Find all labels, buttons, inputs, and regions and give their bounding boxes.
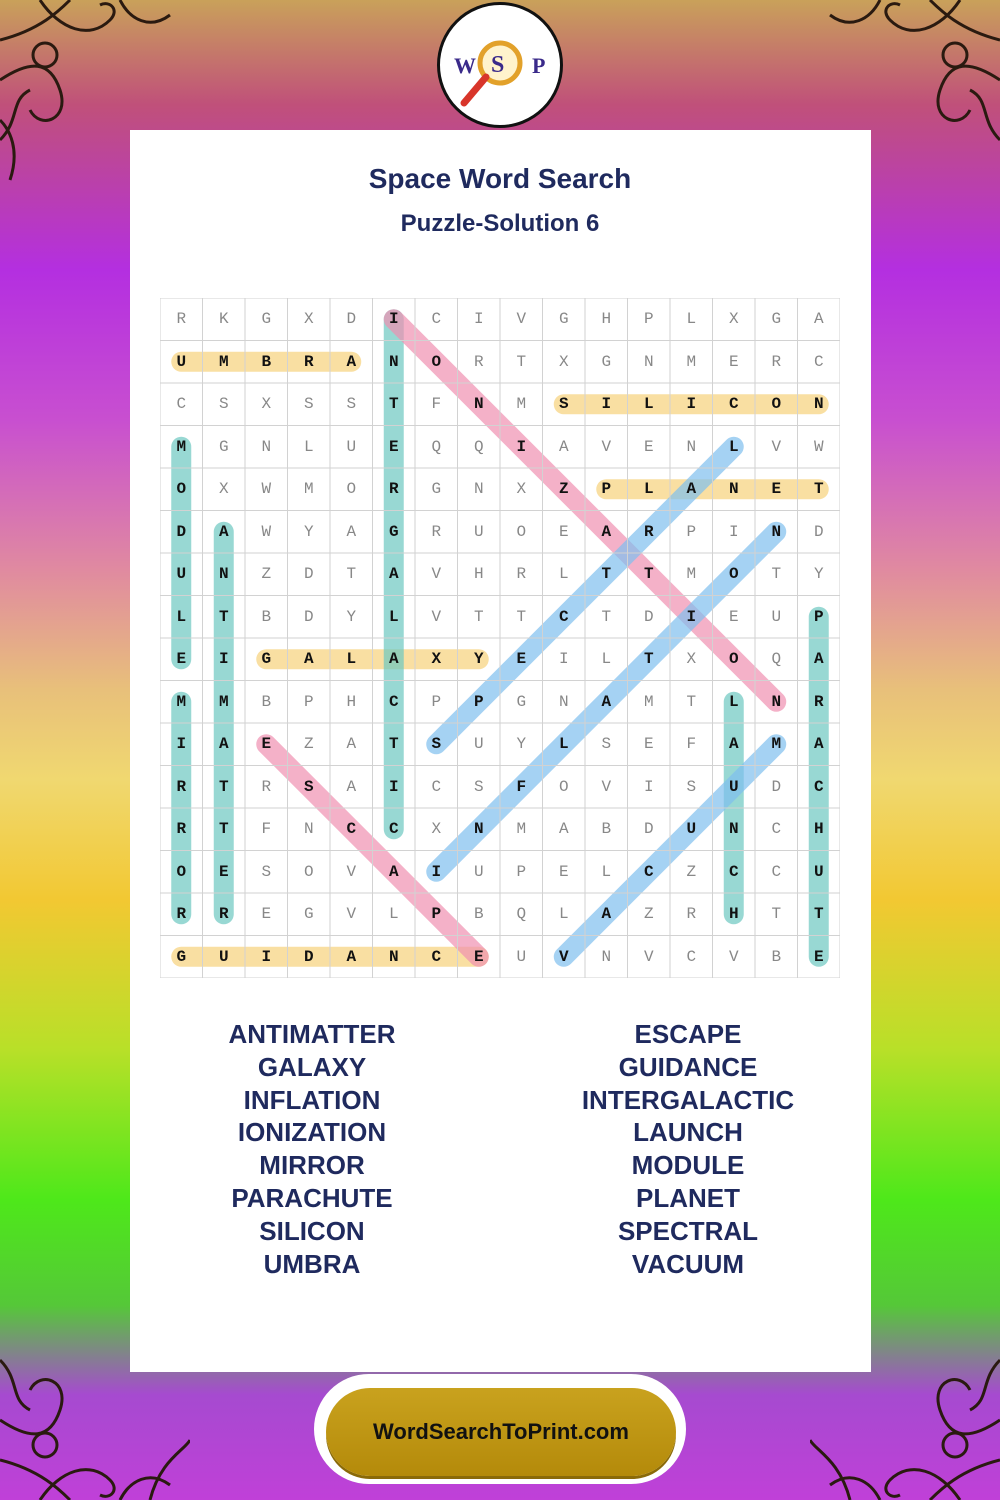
logo-letter-w: W (454, 53, 476, 78)
grid-cell[interactable]: U (473, 735, 484, 754)
grid-cell[interactable]: Z (303, 735, 314, 754)
grid-cell[interactable]: C (431, 777, 442, 796)
grid-cell[interactable]: X (516, 480, 527, 499)
grid-cell[interactable]: L (176, 607, 187, 626)
word-list-item: LAUNCH (633, 1117, 743, 1148)
grid-cell[interactable]: T (473, 607, 484, 626)
grid-cell[interactable]: M (218, 352, 229, 371)
grid-cell[interactable]: I (388, 777, 399, 796)
grid-cell[interactable]: D (303, 607, 314, 626)
word-list-item: PARACHUTE (231, 1182, 393, 1213)
grid-cell[interactable]: S (261, 862, 272, 881)
grid-cell[interactable]: R (176, 905, 187, 924)
grid-cell[interactable]: T (516, 352, 527, 371)
grid-cell[interactable]: I (516, 437, 527, 456)
grid-cell[interactable]: Z (643, 905, 654, 924)
grid-cell[interactable]: D (771, 777, 782, 796)
grid-cell[interactable]: Y (346, 607, 357, 626)
grid-cell[interactable]: I (686, 395, 697, 414)
grid-cell[interactable]: X (218, 480, 229, 499)
grid-cell[interactable]: X (261, 395, 272, 414)
grid-cell[interactable]: O (176, 480, 187, 499)
grid-cell[interactable]: A (218, 522, 229, 541)
grid-cell[interactable]: B (473, 905, 484, 924)
grid-cell[interactable]: A (388, 565, 399, 584)
grid-cell[interactable]: A (686, 480, 697, 499)
grid-cell[interactable]: T (643, 565, 654, 584)
word-list-item: MODULE (631, 1150, 745, 1181)
word-list-item: INFLATION (243, 1084, 381, 1115)
grid-cell[interactable]: C (728, 395, 739, 414)
grid-cell[interactable]: D (176, 522, 187, 541)
grid-cell[interactable]: U (176, 352, 187, 371)
grid-cell[interactable]: I (431, 862, 442, 881)
word-list-item: ESCAPE (634, 1019, 742, 1049)
word-list-item: PLANET (636, 1182, 740, 1213)
grid-cell[interactable]: X (728, 310, 739, 329)
word-list-item: INTERGALACTIC (581, 1084, 795, 1115)
grid-cell[interactable]: K (218, 310, 229, 329)
grid-cell[interactable]: N (388, 352, 399, 371)
grid-cell[interactable]: C (771, 862, 782, 881)
grid-cell[interactable]: N (261, 437, 272, 456)
grid-cell[interactable]: M (176, 437, 187, 456)
logo-letter-p: P (532, 53, 546, 78)
grid-cell[interactable]: G (558, 310, 569, 329)
grid-cell[interactable]: T (686, 692, 697, 711)
grid-cell[interactable]: N (686, 437, 697, 456)
grid-cell[interactable]: D (813, 522, 824, 541)
grid-cell[interactable]: L (686, 310, 697, 329)
grid-cell[interactable]: C (813, 777, 824, 796)
grid-cell[interactable]: O (176, 862, 187, 881)
grid-cell[interactable]: R (218, 905, 229, 924)
grid-cell[interactable]: I (218, 650, 229, 669)
grid-cell[interactable]: R (771, 352, 782, 371)
grid-cell[interactable]: V (771, 437, 782, 456)
word-list-item: SPECTRAL (617, 1215, 759, 1246)
grid-cell[interactable]: A (346, 777, 357, 796)
grid-cell[interactable]: A (388, 650, 399, 669)
word-list-item: GALAXY (257, 1051, 367, 1082)
grid-cell[interactable]: M (218, 692, 229, 711)
grid-cell[interactable]: O (771, 395, 782, 414)
grid-cell[interactable]: S (558, 395, 569, 414)
grid-cell[interactable]: E (558, 522, 569, 541)
logo-letter-s: S (491, 52, 505, 78)
grid-cell[interactable]: A (303, 650, 314, 669)
grid-cell[interactable]: A (601, 692, 612, 711)
grid-cell[interactable]: Q (771, 650, 782, 669)
word-list-item: IONIZATION (237, 1117, 387, 1148)
grid-cell[interactable]: B (601, 820, 612, 839)
word-list-item: MIRROR (259, 1150, 365, 1181)
grid-cell[interactable]: M (516, 820, 527, 839)
grid-cell[interactable]: E (261, 735, 272, 754)
grid-cell[interactable]: V (516, 310, 527, 329)
grid-cell[interactable]: N (643, 352, 654, 371)
grid-cell[interactable]: N (728, 480, 739, 499)
grid-cell[interactable]: E (813, 947, 824, 966)
grid-cell[interactable]: Y (813, 565, 824, 584)
grid-cell[interactable]: Q (431, 437, 442, 456)
grid-cell[interactable]: R (431, 522, 442, 541)
grid-cell[interactable]: R (176, 820, 187, 839)
grid-cell[interactable]: L (601, 650, 612, 669)
grid-cell[interactable]: S (346, 395, 357, 414)
grid-cell[interactable]: I (728, 522, 739, 541)
grid-cell[interactable]: U (346, 437, 357, 456)
grid-cell[interactable]: B (261, 692, 272, 711)
grid-cell[interactable]: V (431, 607, 442, 626)
grid-cell[interactable]: A (813, 735, 824, 754)
grid-cell[interactable]: G (771, 310, 782, 329)
grid-cell[interactable]: C (558, 607, 569, 626)
grid-cell[interactable]: Y (516, 735, 527, 754)
grid-cell[interactable]: S (218, 395, 229, 414)
grid-cell[interactable]: G (516, 692, 527, 711)
grid-cell[interactable]: I (558, 650, 569, 669)
grid-cell[interactable]: M (516, 395, 527, 414)
grid-cell[interactable]: M (686, 565, 697, 584)
word-list-item: UMBRA (263, 1248, 361, 1279)
grid-cell[interactable]: E (261, 905, 272, 924)
grid-cell[interactable]: O (558, 777, 569, 796)
grid-cell[interactable]: R (261, 777, 272, 796)
grid-cell[interactable]: G (388, 522, 399, 541)
grid-cell[interactable]: U (176, 565, 187, 584)
grid-cell[interactable]: F (516, 777, 527, 796)
grid-cell[interactable]: N (473, 480, 484, 499)
grid-cell[interactable]: L (601, 862, 612, 881)
grid-cell[interactable]: E (176, 650, 187, 669)
word-list-item: ANTIMATTER (228, 1019, 396, 1049)
grid-cell[interactable]: E (516, 650, 527, 669)
grid-cell[interactable]: Z (686, 862, 697, 881)
grid-cell[interactable]: F (431, 395, 442, 414)
grid-cell[interactable]: P (431, 905, 442, 924)
grid-cell[interactable]: A (388, 862, 399, 881)
grid-cell[interactable]: N (218, 565, 229, 584)
grid-cell[interactable]: G (261, 310, 272, 329)
grid-cell[interactable]: D (643, 607, 654, 626)
grid-cell[interactable]: I (601, 395, 612, 414)
grid-cell[interactable]: V (728, 947, 739, 966)
grid-cell[interactable]: T (601, 607, 612, 626)
grid-cell[interactable]: P (473, 692, 484, 711)
grid-cell[interactable]: U (771, 607, 782, 626)
grid-cell[interactable]: R (516, 565, 527, 584)
grid-cell[interactable]: A (813, 650, 824, 669)
word-search-grid[interactable] (160, 298, 840, 978)
grid-cell[interactable]: R (643, 522, 654, 541)
grid-cell[interactable]: L (303, 437, 314, 456)
grid-cell[interactable]: N (303, 820, 314, 839)
grid-cell[interactable]: X (303, 310, 314, 329)
grid-cell[interactable]: H (473, 565, 484, 584)
grid-cell[interactable]: L (388, 607, 399, 626)
grid-cell[interactable]: T (643, 650, 654, 669)
grid-cell[interactable]: G (431, 480, 442, 499)
grid-cell[interactable]: R (388, 480, 399, 499)
grid-cell[interactable]: A (346, 352, 357, 371)
grid-cell[interactable]: N (771, 522, 782, 541)
grid-cell[interactable]: R (686, 905, 697, 924)
grid-cell[interactable]: N (473, 820, 484, 839)
grid-cell[interactable]: V (346, 862, 357, 881)
grid-cell[interactable]: A (558, 820, 569, 839)
grid-cell[interactable]: N (388, 947, 399, 966)
grid-cell[interactable]: P (813, 607, 824, 626)
grid-cell[interactable]: O (728, 650, 739, 669)
grid-cell[interactable]: D (303, 947, 314, 966)
grid-cell[interactable]: O (516, 522, 527, 541)
grid-cell[interactable]: T (388, 395, 399, 414)
grid-cell[interactable]: C (431, 947, 442, 966)
grid-cell[interactable]: E (473, 947, 484, 966)
grid-cell[interactable]: L (346, 650, 357, 669)
grid-cell[interactable]: C (686, 947, 697, 966)
grid-cell[interactable]: A (813, 310, 824, 329)
grid-cell[interactable]: U (516, 947, 527, 966)
grid-cell[interactable]: U (728, 777, 739, 796)
grid-cell[interactable]: T (516, 607, 527, 626)
grid-cell[interactable]: V (346, 905, 357, 924)
grid-cell[interactable]: U (813, 862, 824, 881)
grid-cell[interactable]: I (388, 310, 399, 329)
page-subtitle: Puzzle-Solution 6 (400, 210, 600, 237)
grid-cell[interactable]: V (558, 947, 569, 966)
grid-cell[interactable]: R (813, 692, 824, 711)
grid-cell[interactable]: X (431, 820, 442, 839)
magnifier-icon (440, 5, 560, 125)
grid-cell[interactable]: L (558, 905, 569, 924)
grid-cell[interactable]: R (473, 352, 484, 371)
grid-cell[interactable]: V (601, 777, 612, 796)
grid-cell[interactable]: E (728, 352, 739, 371)
grid-cell[interactable]: T (218, 820, 229, 839)
grid-cell[interactable]: L (643, 480, 654, 499)
grid-cell[interactable]: A (558, 437, 569, 456)
grid-cell[interactable]: E (218, 862, 229, 881)
grid-cell[interactable]: Q (473, 437, 484, 456)
grid-cell[interactable]: S (303, 777, 314, 796)
grid-cell[interactable]: U (218, 947, 229, 966)
grid-cell[interactable]: G (601, 352, 612, 371)
grid-cell[interactable]: S (303, 395, 314, 414)
grid-cell[interactable]: I (686, 607, 697, 626)
grid-cell[interactable]: D (346, 310, 357, 329)
grid-cell[interactable]: P (686, 522, 697, 541)
grid-cell[interactable]: B (261, 352, 272, 371)
grid-cell[interactable]: H (601, 310, 612, 329)
grid-cell[interactable]: H (813, 820, 824, 839)
grid-cell[interactable]: A (346, 947, 357, 966)
grid-cell[interactable]: I (261, 947, 272, 966)
grid-cell[interactable]: A (218, 735, 229, 754)
grid-cell[interactable]: O (431, 352, 442, 371)
word-list-item: GUIDANCE (618, 1051, 758, 1082)
wsp-logo[interactable] (437, 2, 563, 128)
grid-cell[interactable]: R (303, 352, 314, 371)
grid-cell[interactable]: H (346, 692, 357, 711)
grid-cell[interactable]: B (771, 947, 782, 966)
grid-cell[interactable]: A (601, 522, 612, 541)
grid-cell[interactable]: X (431, 650, 442, 669)
grid-cell[interactable]: S (686, 777, 697, 796)
grid-cell[interactable]: F (261, 820, 272, 839)
grid-cell[interactable]: S (431, 735, 442, 754)
grid-cell[interactable]: A (346, 522, 357, 541)
grid-cell[interactable]: E (643, 735, 654, 754)
word-list-item: SILICON (259, 1215, 365, 1246)
grid-cell[interactable]: X (686, 650, 697, 669)
grid-cell[interactable]: T (771, 565, 782, 584)
grid-cell[interactable]: E (728, 607, 739, 626)
grid-cell[interactable]: G (303, 905, 314, 924)
grid-cell[interactable]: T (601, 565, 612, 584)
grid-cell[interactable]: G (176, 947, 187, 966)
grid-cell[interactable]: N (813, 395, 824, 414)
grid-cell[interactable]: Y (473, 650, 484, 669)
word-list-left (112, 1018, 512, 1280)
word-list-item: VACUUM (631, 1248, 745, 1279)
grid-cell[interactable]: N (558, 692, 569, 711)
website-button[interactable]: WordSearchToPrint.com (326, 1388, 676, 1476)
grid-cell[interactable]: N (601, 947, 612, 966)
grid-cell[interactable]: C (388, 692, 399, 711)
grid-cell[interactable]: N (473, 395, 484, 414)
grid-cell[interactable]: G (261, 650, 272, 669)
grid-cell[interactable]: W (813, 437, 824, 456)
grid-cell[interactable]: T (218, 607, 229, 626)
grid-cell[interactable]: T (813, 905, 824, 924)
grid-cell[interactable]: R (176, 310, 187, 329)
grid-cell[interactable]: X (558, 352, 569, 371)
grid-cell[interactable]: U (686, 820, 697, 839)
grid-cell[interactable]: C (388, 820, 399, 839)
grid-cell[interactable]: P (643, 310, 654, 329)
grid-cell[interactable]: M (643, 692, 654, 711)
grid-cell[interactable]: Q (516, 905, 527, 924)
grid-cell[interactable]: O (346, 480, 357, 499)
grid-cell[interactable]: L (728, 437, 739, 456)
grid-cell[interactable]: L (388, 905, 399, 924)
grid-cell[interactable]: E (558, 862, 569, 881)
grid-cell[interactable]: C (728, 862, 739, 881)
grid-cell[interactable]: F (686, 735, 697, 754)
grid-cell[interactable]: O (728, 565, 739, 584)
grid-cell[interactable]: T (771, 905, 782, 924)
grid-cell[interactable]: T (388, 735, 399, 754)
grid-cell[interactable]: Y (303, 522, 314, 541)
grid-cell[interactable]: T (813, 480, 824, 499)
grid-cell[interactable]: M (771, 735, 782, 754)
page-title: Space Word Search (368, 163, 632, 194)
grid-cell[interactable]: E (771, 480, 782, 499)
grid-cell[interactable]: V (643, 947, 654, 966)
grid-cell[interactable]: C (176, 395, 187, 414)
grid-cell[interactable]: M (176, 692, 187, 711)
grid-cell[interactable]: I (176, 735, 187, 754)
grid-cell[interactable]: P (516, 862, 527, 881)
grid-cell[interactable]: P (601, 480, 612, 499)
grid-cell[interactable]: L (728, 692, 739, 711)
grid-cell[interactable]: V (601, 437, 612, 456)
grid-cell[interactable]: U (473, 862, 484, 881)
grid-cell[interactable]: W (261, 522, 272, 541)
grid-cell[interactable]: D (643, 820, 654, 839)
grid-cell[interactable]: M (686, 352, 697, 371)
word-list-right (488, 1018, 888, 1280)
grid-cell[interactable]: C (643, 862, 654, 881)
grid-cell[interactable]: A (601, 905, 612, 924)
grid-cell[interactable]: C (346, 820, 357, 839)
grid-cell[interactable]: W (261, 480, 272, 499)
grid-cell[interactable]: I (473, 310, 484, 329)
grid-cell[interactable]: C (813, 352, 824, 371)
grid-cell[interactable]: P (303, 692, 314, 711)
grid-cell[interactable]: B (261, 607, 272, 626)
grid-cell[interactable]: S (601, 735, 612, 754)
grid-cell[interactable]: L (643, 395, 654, 414)
grid-cell[interactable]: R (176, 777, 187, 796)
grid-cell[interactable]: C (771, 820, 782, 839)
grid-cell[interactable]: H (728, 905, 739, 924)
grid-cell[interactable]: A (346, 735, 357, 754)
grid-cell[interactable]: I (643, 777, 654, 796)
grid-cell[interactable]: M (303, 480, 314, 499)
grid-cell[interactable]: L (558, 735, 569, 754)
grid-cell[interactable]: T (346, 565, 357, 584)
grid-cell[interactable]: E (643, 437, 654, 456)
grid-cell[interactable]: S (473, 777, 484, 796)
grid-cell[interactable]: N (771, 692, 782, 711)
grid-cell[interactable]: L (558, 565, 569, 584)
grid-cell[interactable]: U (473, 522, 484, 541)
grid-cell[interactable]: C (431, 310, 442, 329)
grid-cell[interactable]: O (303, 862, 314, 881)
grid-cell[interactable]: Z (558, 480, 569, 499)
grid-cell[interactable]: D (303, 565, 314, 584)
grid-cell[interactable]: N (728, 820, 739, 839)
grid-cell[interactable]: E (388, 437, 399, 456)
grid-cell[interactable]: Z (261, 565, 272, 584)
grid-cell[interactable]: P (431, 692, 442, 711)
grid-cell[interactable]: A (728, 735, 739, 754)
grid-cell[interactable]: T (218, 777, 229, 796)
grid-cell[interactable]: V (431, 565, 442, 584)
grid-cell[interactable]: G (218, 437, 229, 456)
